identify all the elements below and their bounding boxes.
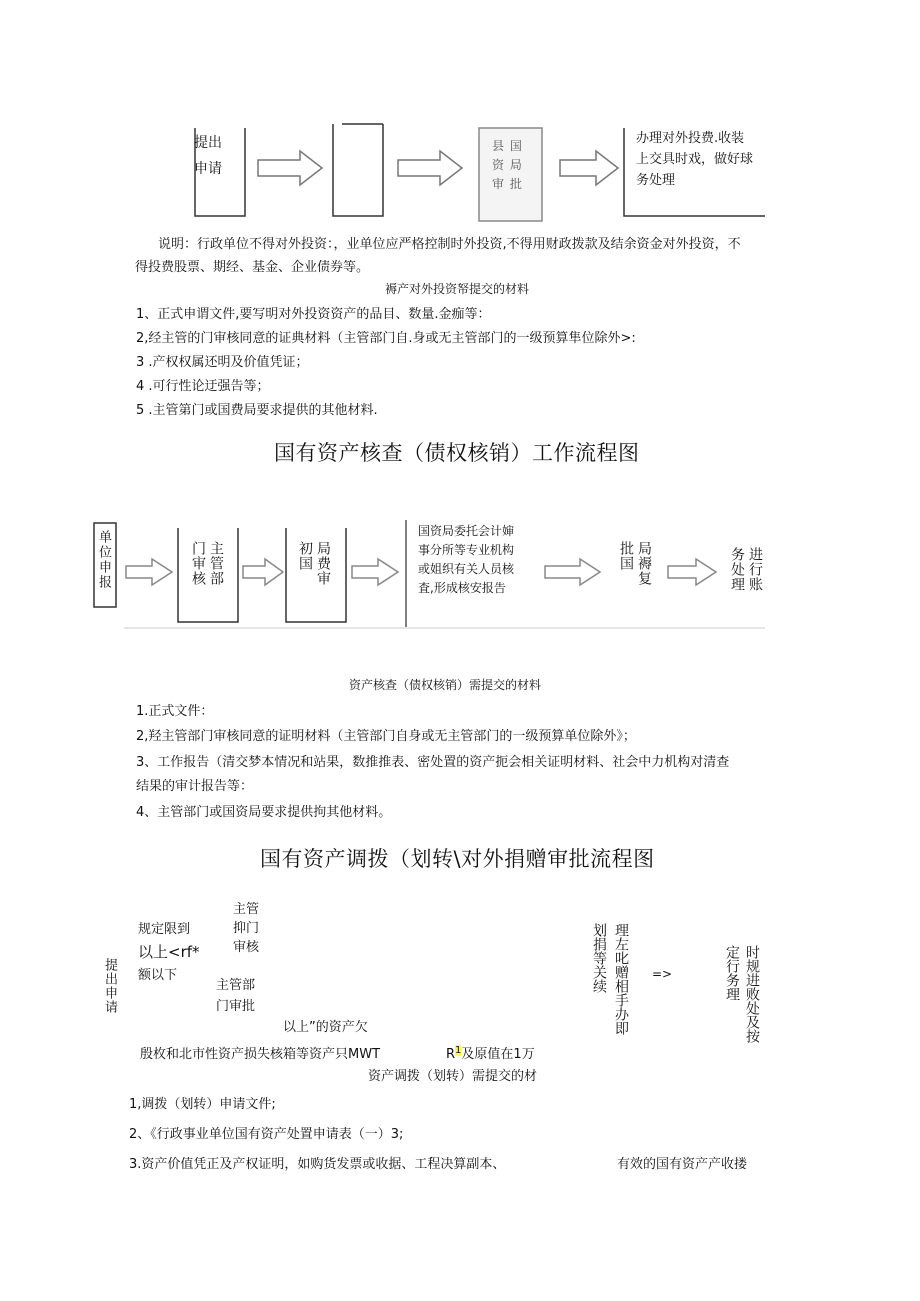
- flow1-final-label: 办理对外投费.收装 上交具时戏，做好球 务处理: [636, 131, 754, 188]
- section2-item: 1.正式文件：: [136, 704, 214, 719]
- section3-item: 1,调拨（划转）申请文件;: [129, 1097, 276, 1112]
- arrow-right-icon: [243, 559, 283, 585]
- flow2-final-label: 进行账务处理: [729, 547, 763, 592]
- materials1-heading: 褥产对外投资帑提交的材料: [385, 282, 530, 296]
- arrow-right-icon: [668, 559, 716, 585]
- flow3-submit-label: 提出申请: [102, 958, 117, 1014]
- section2-item: 4、主管部门或国资局要求提供拘其他材料。: [136, 805, 392, 820]
- section2-title: 国有资产核查（债权核销）工作流程图: [274, 441, 640, 465]
- flow3-col-d: 时规进败处及按: [744, 945, 760, 1043]
- flow3-dept-approve-label: 主管部 门审批: [216, 978, 256, 1011]
- arrow-right-icon: [560, 151, 618, 185]
- flow1-county-bureau-label: 县 国 资 局 审 批: [492, 139, 523, 191]
- arrow-right-icon: [398, 151, 462, 185]
- section2-materials-heading: 资产核查（债权核销）需提交的材料: [349, 678, 542, 692]
- flow2-bureau-label: 局费审初国: [297, 541, 331, 586]
- materials1-item: 3 .产权权属还明及价值凭证；: [136, 355, 309, 370]
- arrow-right-icon: [126, 559, 172, 585]
- flow2-approve-label: 局褥复批国: [618, 541, 652, 586]
- highlight-mark: 1: [455, 1044, 462, 1056]
- flow2-agency-label: 国资局委托会计婶 事分所等专业机构 或姐织有关人员核 査,形成核安报告: [418, 524, 515, 595]
- materials1-item: 4 .可行性论迂强告等；: [136, 379, 270, 394]
- section3-item: 3.资产价值凭正及产权证明，如购货发票或收据、工程决算副本、: [129, 1157, 506, 1172]
- materials1-item: 5 .主管第门或国费局要求提供的其他材料.: [136, 403, 378, 418]
- flow3-value-over-label: $R^1$及原值在1万: [446, 1044, 535, 1062]
- arrow-right-icon: [352, 559, 398, 585]
- flow2-dept-label: 主管部门审核: [190, 541, 224, 586]
- materials1-item: 2,经主管的门审核同意的证典材料（主管部门自.身或无主管部门的一级预算隼位除外>:: [136, 331, 636, 346]
- section3-item-tail: 有效的国有资产产收搂: [617, 1157, 748, 1172]
- note-line-2: 得投费股票、期经、基金、企业债券等。: [135, 260, 370, 275]
- flow3-col-b: 理左叱赠相手办即: [613, 923, 629, 1035]
- section2-item: 3、工作报告（清交梦本情况和站果，数推推表、密处置的资产扼会相关证明材料、社会中力机构对清查: [136, 755, 730, 770]
- section3-title: 国有资产调拨（划转\对外捐赠审批流程图: [260, 847, 655, 871]
- materials1-item: 1、正式申谓文件,要写明对外投资资产的品目、数量.金痂等：: [136, 307, 491, 322]
- flow3-col-a: 划捐等关续: [591, 923, 607, 993]
- flow3-arrow-icon: =>: [652, 967, 673, 981]
- r-mark: R: [446, 1047, 456, 1062]
- arrow-right-icon: [258, 151, 322, 185]
- flow3-rule-label: 规定限到 以上<rf* 额以下: [138, 922, 200, 983]
- section3-item: 2、《行政事业单位国有资产处置申请表（一）3;: [129, 1127, 404, 1142]
- note-line-1: 说明：行政单位不得对外投资：，业单位应严格控制时外投资,不得用财政拨款及结余资金对外投资，不: [158, 237, 741, 252]
- section2-item: 结果的审计报告等：: [136, 779, 254, 794]
- flow3-equity-line: 殷枚和北市性资产损失核箱等资产只MWT: [140, 1047, 381, 1062]
- section2-item: 2,羟主管部门审核同意的证明材料（主管部门自身或无主管部门的一级预算单位除外》；: [136, 729, 636, 744]
- arrow-right-icon: [545, 559, 600, 585]
- flow2-start-label: 单位申报: [96, 530, 111, 590]
- section3-materials-heading: 资产调拨（划转）需提交的材: [368, 1069, 538, 1084]
- flow3-col-c: 定行务理: [724, 945, 740, 1001]
- flow3-dept-review-label: 主管 抑门 审核: [233, 902, 260, 955]
- flow1-submit-label: 提出 申请: [194, 135, 222, 177]
- flow3-asset-over-label: 以上”的资产欠: [283, 1020, 368, 1035]
